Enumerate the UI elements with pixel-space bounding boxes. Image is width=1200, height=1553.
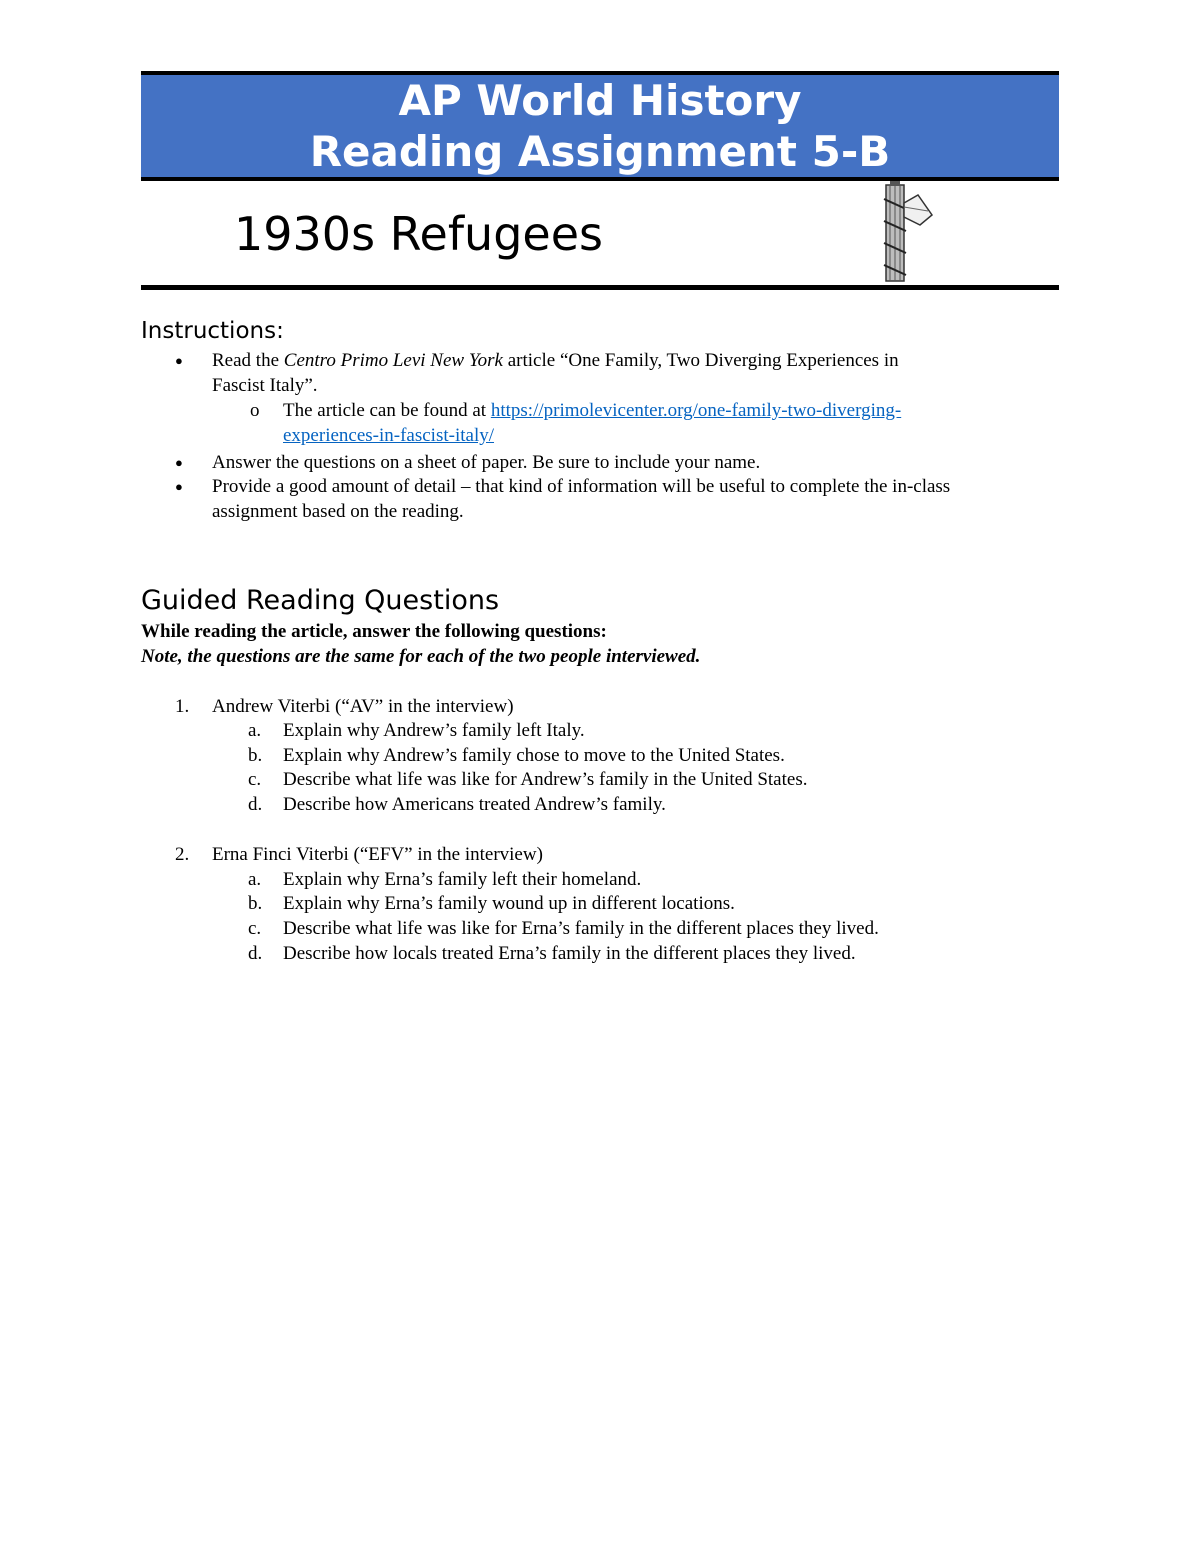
assignment-title: Reading Assignment 5-B: [309, 127, 891, 176]
course-title: AP World History: [398, 76, 802, 125]
instruction-item-3-continued: assignment based on the reading.: [212, 501, 464, 522]
page-subtitle: 1930s Refugees: [234, 207, 603, 261]
question-2-part-a: Explain why Erna’s family left their homeland.: [283, 869, 642, 890]
sub-bullet-marker: o: [250, 400, 260, 421]
question-1-part-a: Explain why Andrew’s family left Italy.: [283, 720, 585, 741]
instruction-item-1-continued: Fascist Italy”.: [212, 375, 318, 396]
question-1-part-b: Explain why Andrew’s family chose to move to the United States.: [283, 745, 785, 766]
question-1-part-c: Describe what life was like for Andrew’s family in the United States.: [283, 769, 808, 790]
source-name: Centro Primo Levi New York: [283, 350, 503, 371]
instruction-item-3: Provide a good amount of detail – that kind of information will be useful to complete the in-class: [212, 476, 951, 497]
bullet-icon: ●: [175, 353, 183, 368]
question-2-part-b: Explain why Erna’s family wound up in different locations.: [283, 893, 735, 914]
question-1-part-d: Describe how Americans treated Andrew’s family.: [283, 794, 666, 815]
article-link-continued[interactable]: experiences-in-fascist-italy/: [283, 425, 495, 446]
guided-intro: While reading the article, answer the following questions:: [141, 621, 607, 642]
question-2-part-c: Describe what life was like for Erna’s family in the different places they lived.: [283, 918, 879, 939]
part-letter: a.: [248, 720, 262, 741]
part-letter: a.: [248, 869, 262, 890]
part-letter: c.: [248, 769, 262, 790]
article-link[interactable]: https://primolevicenter.org/one-family-two-diverging-: [490, 400, 902, 421]
instruction-sub-item: [283, 398, 901, 423]
guided-reading-heading: Guided Reading Questions: [141, 585, 500, 616]
instruction-1-prefix: Read the: [212, 350, 284, 371]
title-banner: [141, 75, 1059, 177]
question-number: 1.: [175, 696, 190, 717]
instruction-1-text: article “One Family, Two Diverging Experiences in: [502, 350, 899, 371]
part-letter: d.: [248, 943, 263, 964]
instruction-item-2: Answer the questions on a sheet of paper. Be sure to include your name.: [212, 452, 761, 473]
sub-item-prefix: The article can be found at: [283, 400, 491, 421]
header-bottom-rule: [141, 285, 1059, 290]
part-letter: d.: [248, 794, 263, 815]
instructions-heading: Instructions:: [141, 318, 284, 344]
instruction-sub-item-continued: [283, 423, 494, 448]
bullet-icon: ●: [175, 455, 183, 470]
part-letter: c.: [248, 918, 262, 939]
question-number: 2.: [175, 844, 190, 865]
guided-note: Note, the questions are the same for each of the two people interviewed.: [141, 646, 701, 667]
question-2: Erna Finci Viterbi (“EFV” in the interview): [212, 844, 543, 865]
part-letter: b.: [248, 893, 263, 914]
part-letter: b.: [248, 745, 263, 766]
fasces-icon: [878, 181, 938, 285]
bullet-icon: ●: [175, 479, 183, 494]
question-2-part-d: Describe how locals treated Erna’s family in the different places they lived.: [283, 943, 856, 964]
question-1: Andrew Viterbi (“AV” in the interview): [212, 696, 514, 717]
instruction-item-1: [212, 348, 899, 373]
